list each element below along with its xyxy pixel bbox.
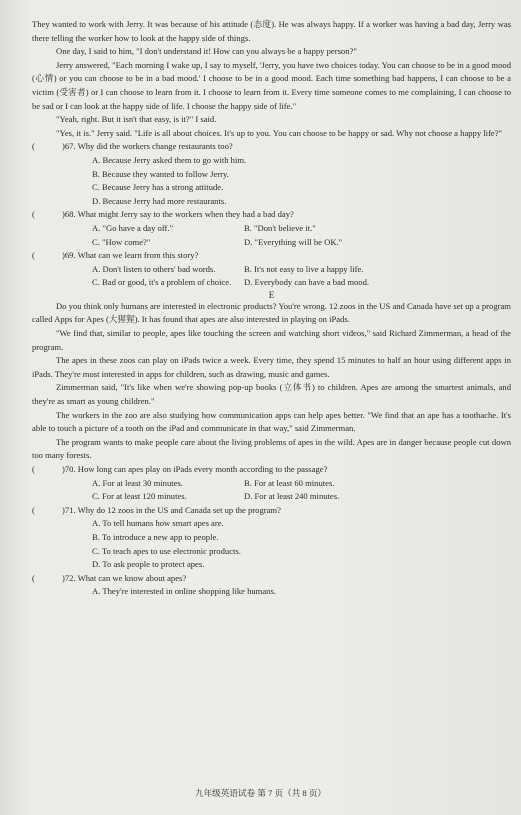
passage-e-paragraph-3: The apes in these zoos can play on iPads twice a week. Every time, they spend 15 minutes to half an hour using different apps in iPads. They're most interested in apps for children, such as drawing, music and games. bbox=[32, 355, 511, 379]
question-68 bbox=[32, 208, 511, 249]
option-c: C. To teach apes to use electronic products. bbox=[92, 545, 241, 556]
option-d: D. Everybody can have a bad mood. bbox=[244, 277, 370, 288]
question-stem: )70. How long can apes play on iPads every month according to the passage? bbox=[62, 464, 328, 474]
question-69 bbox=[32, 249, 511, 290]
option-c: C. For at least 120 minutes. bbox=[92, 491, 187, 502]
answer-blank[interactable]: ( bbox=[32, 504, 35, 515]
question-stem: )69. What can we learn from this story? bbox=[62, 250, 199, 261]
answer-blank[interactable]: ( bbox=[32, 464, 35, 474]
option-a: A. They're interested in online shopping like humans. bbox=[92, 586, 276, 597]
answer-blank[interactable]: ( bbox=[32, 141, 35, 152]
option-b: B. Because they wanted to follow Jerry. bbox=[92, 168, 229, 179]
section-e-heading: E bbox=[268, 289, 275, 300]
answer-blank[interactable]: ( bbox=[32, 209, 35, 220]
passage-e-paragraph-2: "We find that, similar to people, apes like touching the screen and watching short videos," said Richard Zimmerman, a head of the program. bbox=[32, 328, 511, 352]
answer-blank[interactable]: ( bbox=[32, 250, 35, 261]
passage-e-paragraph-5: The workers in the zoo are also studying how communication apps can help apes better. "We find that an ape has a toothache. It's able to touch a picture of a tooth on the iPad and communicate in that way," said Zimmerman. bbox=[32, 409, 511, 434]
option-a: A. "Go have a day off." bbox=[92, 222, 174, 233]
option-b: B. For at least 60 minutes. bbox=[244, 477, 335, 488]
question-67 bbox=[32, 140, 511, 208]
option-d: D. To ask people to protect apes. bbox=[92, 559, 205, 570]
passage-d-paragraph-1: They wanted to work with Jerry. It was because of his attitude (态度). He was always happy. If a worker was having a bad day, Jerry was there telling the worker how to look at the happy side of things. bbox=[32, 19, 511, 43]
passage-e-paragraph-4: Zimmerman said, "It's like when we're showing pop-up books (立体书) to children. Apes are among the smartest animals, and they're as smart as young children." bbox=[32, 382, 511, 407]
question-stem: )71. Why do 12 zoos in the US and Canada set up the program? bbox=[62, 504, 281, 515]
option-d: D. For at least 240 minutes. bbox=[244, 491, 340, 502]
option-c: C. Because Jerry has a strong attitude. bbox=[92, 182, 224, 193]
option-b: B. It's not easy to live a happy life. bbox=[244, 263, 364, 274]
passage-e-paragraph-1: Do you think only humans are interested in electronic products? You're wrong. 12 zoos in the US and Canada have set up a program called Apps for Apes (大猩猩). It has found that apes are also interested in playing on iPads. bbox=[32, 300, 511, 325]
answer-blank[interactable]: ( bbox=[32, 572, 35, 583]
passage-e-paragraph-6: The program wants to make people care about the living problems of apes in the wild. Apes are in danger because people cut down too many forests. bbox=[32, 436, 511, 461]
passage-d-paragraph-2: One day, I said to him, "I don't understand it! How can you always be a happy person?" bbox=[56, 46, 357, 57]
option-d: D. "Everything will be OK." bbox=[244, 236, 343, 247]
question-72 bbox=[32, 572, 511, 599]
option-a: A. For at least 30 minutes. bbox=[92, 477, 183, 488]
option-d: D. Because Jerry had more restaurants. bbox=[92, 195, 227, 206]
option-a: A. Don't listen to others' bad words. bbox=[92, 263, 216, 274]
option-a: A. To tell humans how smart apes are. bbox=[92, 518, 224, 529]
passage-d-paragraph-4: "Yeah, right. But it isn't that easy, is it?" I said. bbox=[56, 114, 217, 125]
option-b: B. To introduce a new app to people. bbox=[92, 531, 219, 542]
question-71 bbox=[32, 504, 511, 572]
option-a: A. Because Jerry asked them to go with him. bbox=[92, 154, 247, 165]
passage-d-paragraph-3: Jerry answered, "Each morning I wake up, I say to myself, 'Jerry, you have two choices today. You can choose to be in a good mood (心情) or you can choose to be in a bad mood.' I choose to be in a good mood. Each time something bad happens, I can choose to be a victim (受害者) or I can choose to learn from it. I choose to learn from it. Every time someone comes to me complaining, I can choose to be sad or I can look at the happy side of life. I choose the happy side of life." bbox=[32, 59, 511, 111]
question-70 bbox=[32, 463, 511, 504]
page-footer: 九年级英语试卷 第 7 页（共 8 页） bbox=[194, 788, 327, 798]
passage-d-paragraph-5: "Yes, it is." Jerry said. "Life is all about choices. It's up to you. You can choose to be happy or sad. Why not choose a happy life?" bbox=[56, 127, 503, 138]
option-c: C. Bad or good, it's a problem of choice. bbox=[92, 277, 232, 288]
question-stem: )68. What might Jerry say to the workers when they had a bad day? bbox=[62, 209, 294, 220]
question-stem: )72. What can we know about apes? bbox=[62, 572, 187, 583]
question-stem: )67. Why did the workers change restaurants too? bbox=[62, 141, 233, 152]
option-b: B. "Don't believe it." bbox=[244, 222, 316, 233]
option-c: C. "How come?" bbox=[92, 236, 151, 247]
